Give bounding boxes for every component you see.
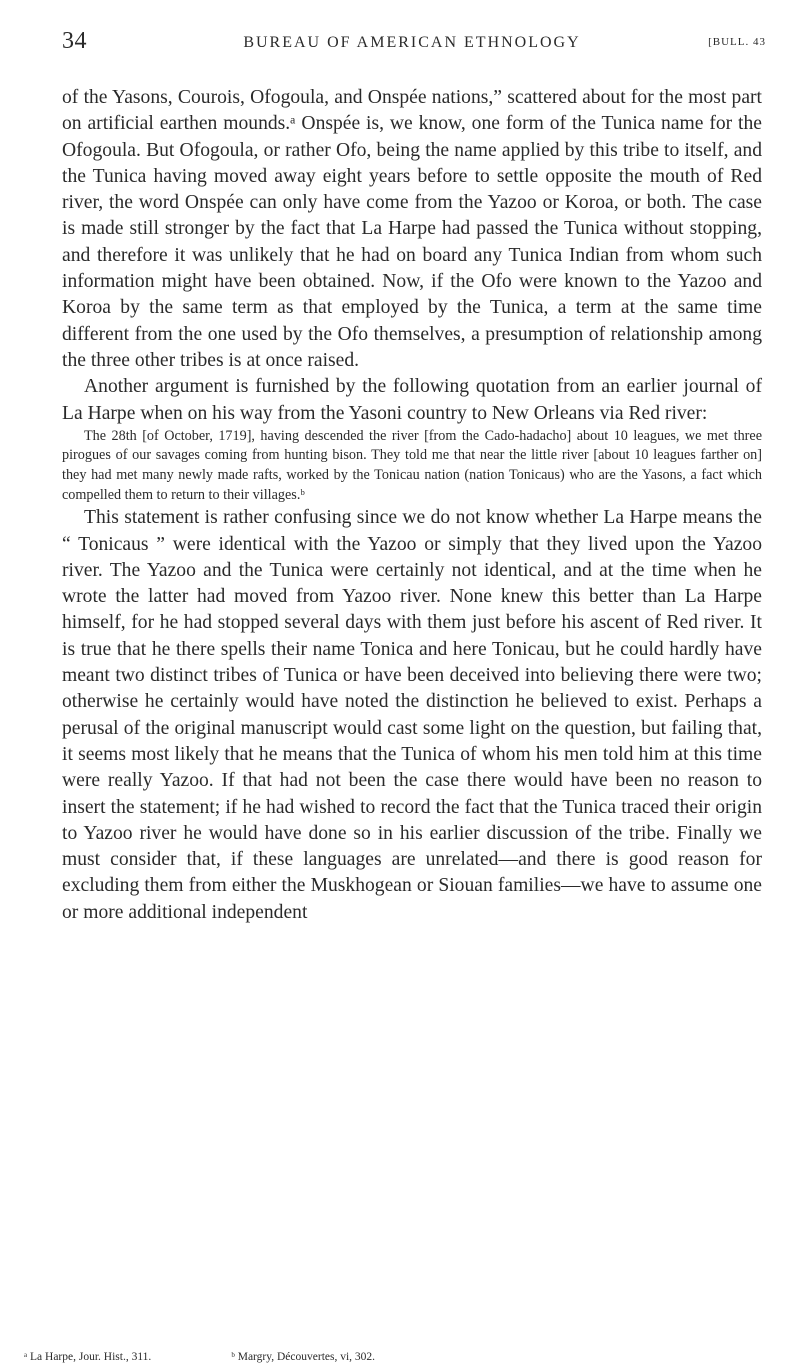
paragraph-3: This statement is rather confusing since we do not know whether La Harpe means the “ Tonicaus ” were identical with the Yazoo or simply that they lived upon the Yazoo river. The Yazoo and the Tunica were certainly not identical, and at the time when he wrote the latter had moved from Yazoo river. None knew this better than La Harpe himself, for he had stopped several days with them just before his ascent of Red river. It is true that he there spells their name Tonica and here Tonicau, but he could hardly have meant two distinct tribes of Tunica or have been deceived into believing there were two; otherwise he certainly would have noted the distinction he believed to exist. Perhaps a perusal of the original manuscript would cast some light on the question, but failing that, it seems most likely that he means that the Tunica of whom his men told him at this time were really Yazoo. If that had not been the case there would have been no reason to insert the statement; if he had wished to record the fact that the Tunica traced their origin to Yazoo river he would have done so in his earlier discussion of the tribe. Finally we must consider that, if these languages are unrelated—and there is good reason for excluding them from either the Muskhogean or Siouan families—we have to assume one or more additional independent (62, 507, 762, 923)
block-quote: The 28th [of October, 1719], having descended the river [from the Cado-hadacho] about 10 leagues, we met three pirogues of our savages coming from hunting bison. They told me that near the little river [about 10 leagues farther on] they had met many newly made rafts, worked by the Tonicau nation (nation Tonicaus) who are the Yasons, a fact which compelled them to return to their villages.ᵇ (62, 427, 762, 503)
body-text (62, 85, 762, 926)
document-page (62, 28, 766, 926)
footnotes (24, 1351, 801, 1363)
page-header (62, 28, 766, 62)
page-number: 34 (62, 28, 87, 54)
footnote-b: ᵇ Margry, Découvertes, vi, 302. (231, 1351, 376, 1363)
paragraph-2: Another argument is furnished by the following quotation from an earlier journal of La Harpe when on his way from the Yasoni country to New Orleans via Red river: (62, 376, 762, 424)
running-head: BUREAU OF AMERICAN ETHNOLOGY (243, 34, 581, 51)
paragraph-1: of the Yasons, Courois, Ofogoula, and Onspée nations,” scattered about for the most part on artificial earthen mounds.ᵃ Onspée is, we know, one form of the Tunica name for the Ofogoula. But Ofogoula, or rather Ofo, being the name applied by this tribe to itself, and the Tunica having moved away eight years before to settle opposite the mouth of Red river, the word Onspée can only have come from the Yazoo or Koroa, or both. The case is made still stronger by the fact that La Harpe had passed the Tunica without stopping, and therefore it was unlikely that he had on board any Tunica Indian from whom such information might have been obtained. Now, if the Ofo were known to the Yazoo and Koroa by the same term as that employed by the Tunica, a term at the same time different from the one used by the Ofo themselves, a presumption of relationship among the three other tribes is at once raised. (62, 87, 762, 371)
footnote-a: ᵃ La Harpe, Jour. Hist., 311. (24, 1351, 152, 1363)
bulletin-reference: [BULL. 43 (708, 36, 766, 48)
